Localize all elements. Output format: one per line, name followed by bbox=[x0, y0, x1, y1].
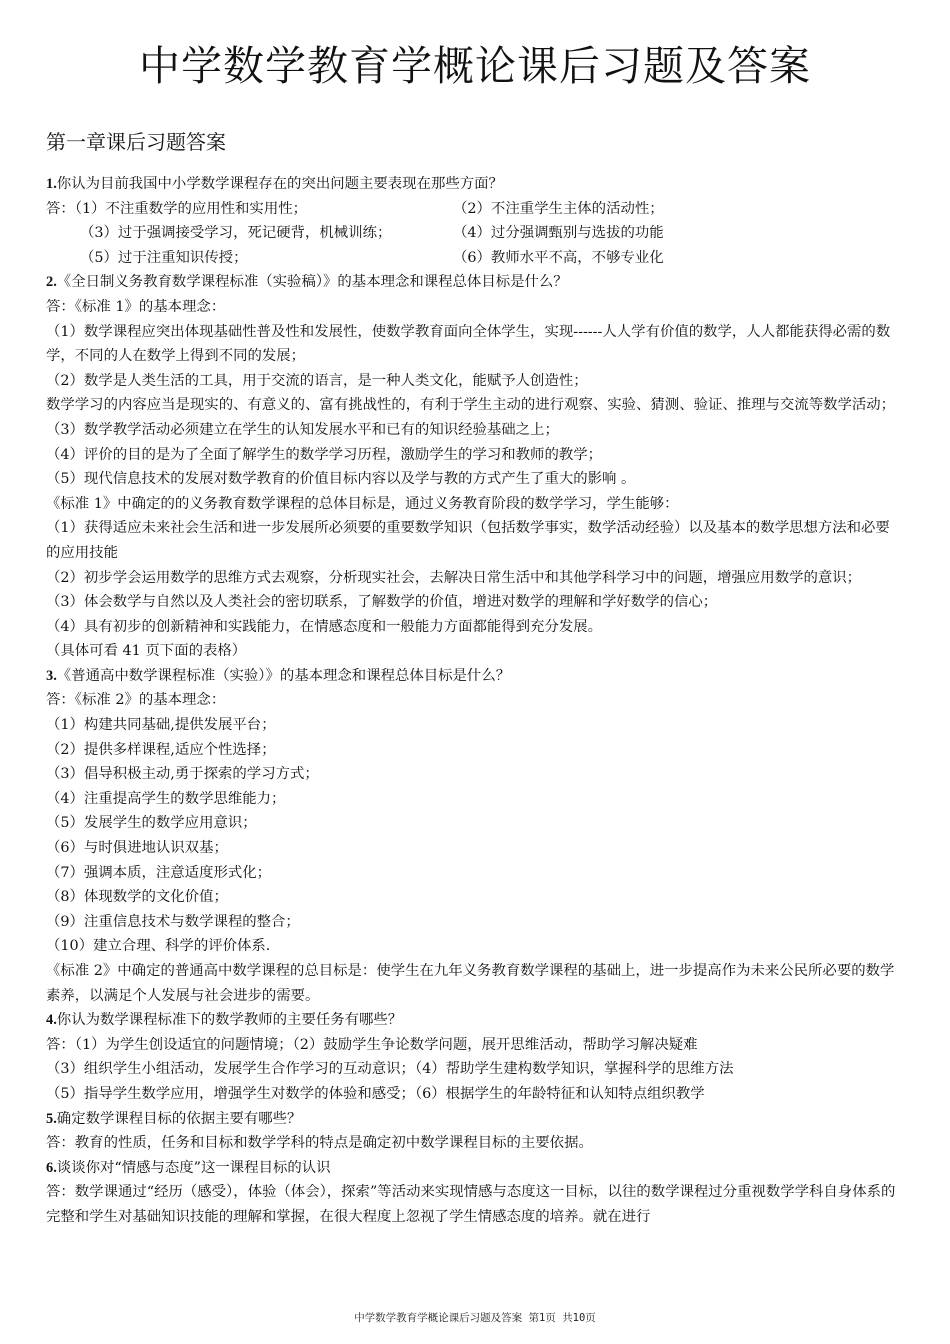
page-footer: 中学数学教育学概论课后习题及答案 第1页 共10页 bbox=[354, 1312, 596, 1324]
question-6 bbox=[46, 1156, 904, 1181]
chapter-heading: 第一章课后习题答案 bbox=[46, 130, 226, 154]
answer-row bbox=[46, 197, 904, 222]
answer-line: （4）注重提高学生的数学思维能力； bbox=[46, 790, 286, 807]
answer-line: 答：《标准 2》的基本理念： bbox=[46, 692, 226, 709]
answer-line: （10）建立合理、科学的评价体系. bbox=[46, 938, 271, 955]
question-3 bbox=[46, 664, 904, 689]
answer-line: （9）注重信息技术与数学课程的整合； bbox=[46, 913, 300, 930]
answer-line: 答：（1）为学生创设适宜的问题情境；（2）鼓励学生争论数学问题，展开思维活动，帮助学习解决疑难 bbox=[46, 1036, 698, 1053]
question-number: 3. bbox=[46, 667, 57, 684]
answer-paragraph: （2）初步学会运用数学的思维方式去观察，分析现实社会，去解决日常生活中和其他学科学习中的问题，增强应用数学的意识； bbox=[46, 569, 862, 586]
answer-line: （8）体现数学的文化价值； bbox=[46, 889, 228, 906]
document-title: 中学数学教育学概论课后习题及答案 bbox=[139, 42, 811, 90]
question-1 bbox=[46, 172, 904, 197]
question-number: 6. bbox=[46, 1159, 57, 1176]
answer-line: （2）提供多样课程,适应个性选择； bbox=[46, 741, 276, 758]
answer-line: （1）构建共同基础,提供发展平台； bbox=[46, 717, 276, 734]
answer-line: （7）强调本质，注意适度形式化； bbox=[46, 864, 272, 881]
answer-item: （6）教师水平不高，不够专业化 bbox=[453, 249, 664, 266]
answer-paragraph: （1）数学课程应突出体现基础性普及性和发展性，使数学教育面向全体学生，实现------人人学有价值的数学，人人都能获得必需的数学，不同的人在数学上得到不同的发展； bbox=[46, 323, 891, 365]
answer-line: 《标准 1》中确定的的义务教育数学课程的总体目标是，通过义务教育阶段的数学学习，学生能够： bbox=[46, 495, 679, 512]
answer-line: （5）发展学生的数学应用意识； bbox=[46, 815, 257, 832]
answer-line: （3）数学教学活动必须建立在学生的认知发展水平和已有的知识经验基础之上； bbox=[46, 421, 559, 438]
document-body bbox=[46, 172, 904, 1230]
answer-item: （2）不注重学生主体的活动性； bbox=[453, 200, 664, 217]
answer-item: 答：（1）不注重数学的应用性和实用性； bbox=[46, 200, 307, 217]
question-text: 谈谈你对“情感与态度”这一课程目标的认识 bbox=[56, 1159, 331, 1176]
question-number: 5. bbox=[46, 1110, 57, 1127]
question-text: 《普通高中数学课程标准（实验）》的基本理念和课程总体目标是什么？ bbox=[56, 667, 511, 684]
answer-row bbox=[46, 221, 904, 246]
answer-row bbox=[46, 246, 904, 271]
answer-item: （5）过于注重知识传授； bbox=[80, 249, 248, 266]
question-5 bbox=[46, 1107, 904, 1132]
answer-line: 答：教育的性质，任务和目标和数学学科的特点是确定初中数学课程目标的主要依据。 bbox=[46, 1135, 593, 1152]
answer-line: （3）组织学生小组活动，发展学生合作学习的互动意识；（4）帮助学生建构数学知识，掌握科学的思维方法 bbox=[46, 1061, 734, 1078]
question-text: 你认为数学课程标准下的数学教师的主要任务有哪些？ bbox=[56, 1012, 403, 1029]
answer-line: （5）指导学生数学应用，增强学生对数学的体验和感受；（6）根据学生的年龄特征和认知特点组织教学 bbox=[46, 1085, 705, 1102]
answer-item: （4）过分强调甄别与选拔的功能 bbox=[453, 225, 664, 242]
answer-line: （4）评价的目的是为了全面了解学生的数学学习历程，激励学生的学习和教师的教学； bbox=[46, 446, 603, 463]
answer-item: （3）过于强调接受学习，死记硬背，机械训练； bbox=[80, 225, 392, 242]
question-text: 你认为目前我国中小学数学课程存在的突出问题主要表现在那些方面？ bbox=[56, 176, 503, 192]
answer-paragraph: 答：数学课通过“经历（感受），体验（体会），探索”等活动来实现情感与态度这一目标，以往的数学课程过分重视数学学科自身体系的完整和学生对基础知识技能的理解和掌握，在很大程度上忽视了学生情感态度的培养。就在进行 bbox=[46, 1184, 896, 1225]
question-number: 2. bbox=[46, 274, 57, 291]
answer-line: （3）体会数学与自然以及人类社会的密切联系，了解数学的价值，增进对数学的理解和学好数学的信心； bbox=[46, 594, 718, 611]
answer-line: （3）倡导积极主动,勇于探索的学习方式； bbox=[46, 766, 319, 783]
answer-line: （6）与时俱进地认识双基； bbox=[46, 840, 228, 857]
answer-paragraph: 数学学习的内容应当是现实的、有意义的、富有挑战性的，有利于学生主动的进行观察、实验、猜测、验证、推理与交流等数学活动； bbox=[46, 397, 896, 414]
question-number: 1. bbox=[46, 176, 57, 192]
answer-line: （4）具有初步的创新精神和实践能力，在情感态度和一般能力方面都能得到充分发展。 bbox=[46, 618, 603, 635]
question-text: 《全日制义务教育数学课程标准（实验稿）》的基本理念和课程总体目标是什么？ bbox=[56, 274, 568, 291]
question-2 bbox=[46, 270, 904, 295]
question-text: 确定数学课程目标的依据主要有哪些？ bbox=[56, 1110, 302, 1127]
answer-line: （2）数学是人类生活的工具，用于交流的语言，是一种人类文化，能赋予人创造性； bbox=[46, 372, 588, 389]
answer-line: （5）现代信息技术的发展对数学教育的价值目标内容以及学与教的方式产生了重大的影响 。 bbox=[46, 471, 636, 488]
answer-line: 答：《标准 1》的基本理念： bbox=[46, 298, 226, 315]
answer-paragraph: 《标准 2》中确定的普通高中数学课程的总目标是：使学生在九年义务教育数学课程的基础上，进一步提高作为未来公民所必要的数学素养，以满足个人发展与社会进步的需要。 bbox=[46, 963, 895, 1004]
question-4 bbox=[46, 1008, 904, 1033]
question-number: 4. bbox=[46, 1012, 57, 1029]
answer-paragraph: （1）获得适应未来社会生活和进一步发展所必须要的重要数学知识（包括数学事实，数学活动经验）以及基本的数学思想方法和必要的应用技能 bbox=[46, 520, 890, 561]
answer-line: （具体可看 41 页下面的表格） bbox=[46, 643, 247, 660]
